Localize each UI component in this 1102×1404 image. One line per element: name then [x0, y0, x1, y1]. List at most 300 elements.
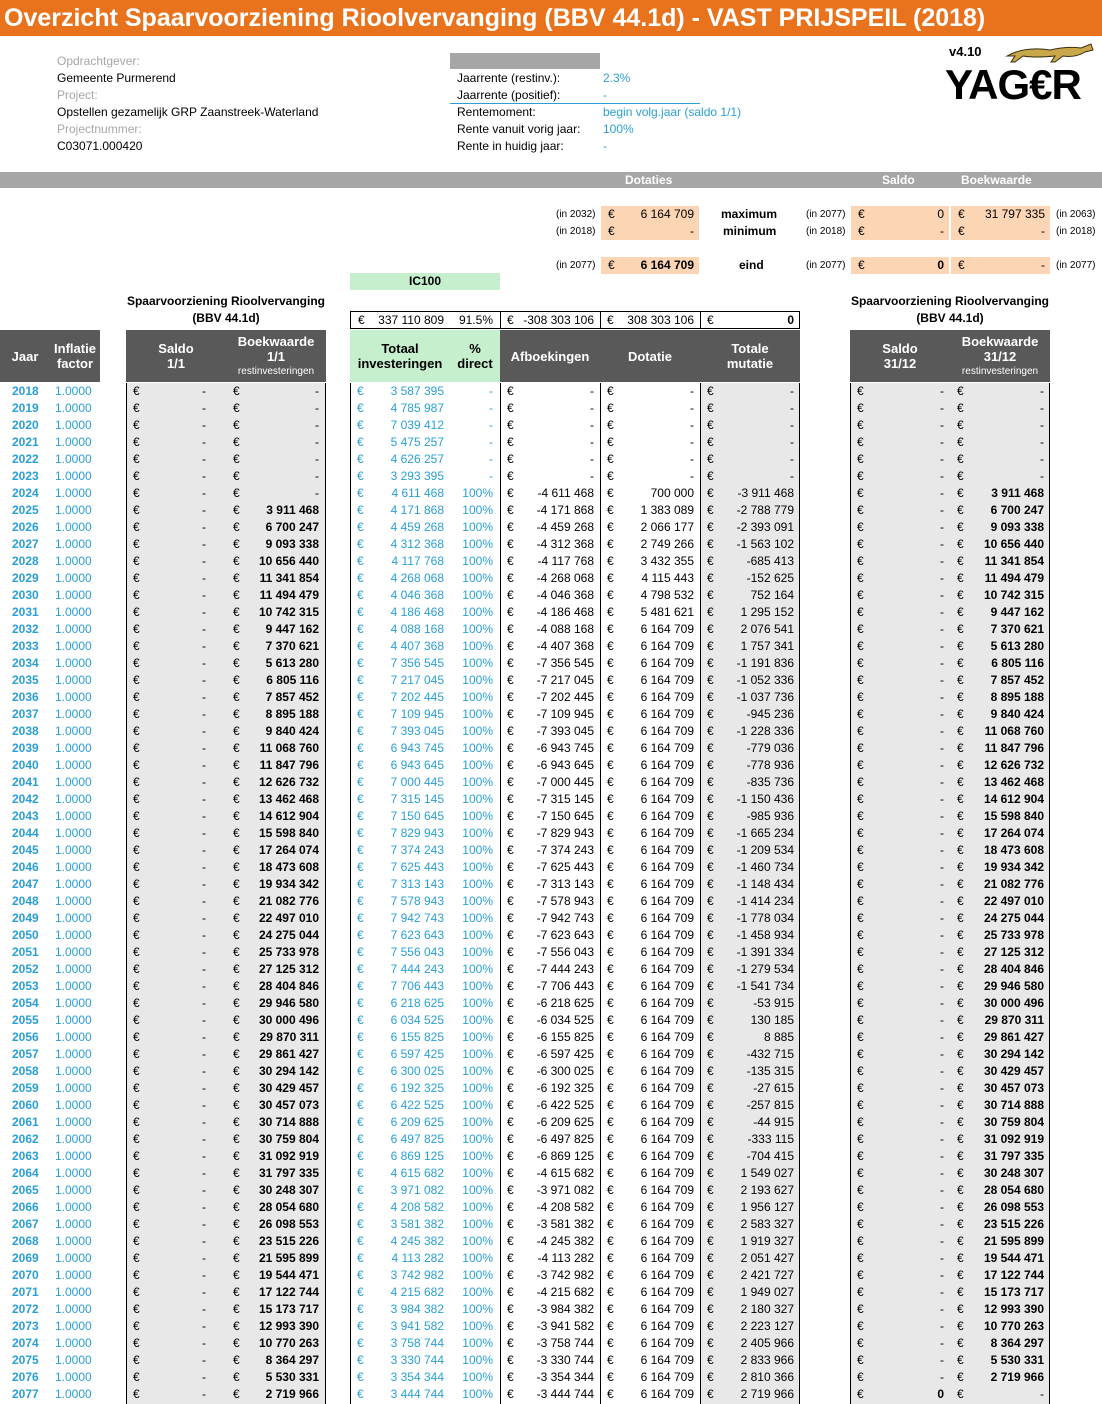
euro-sign: € — [857, 537, 864, 551]
euro-sign: € — [707, 452, 714, 466]
table-row[interactable] — [0, 1012, 1102, 1029]
euro-sign: € — [857, 1132, 864, 1146]
year-cell: 2064 — [12, 1166, 39, 1180]
inflation-cell: 1.0000 — [55, 724, 92, 738]
euro-sign: € — [133, 1183, 140, 1197]
afb-cell: - — [590, 418, 594, 432]
mut-cell: -1 148 434 — [736, 877, 794, 891]
col-header-mut[interactable] — [700, 330, 800, 382]
boek3112-cell: 24 275 044 — [983, 911, 1044, 925]
pct-cell: 100% — [462, 792, 493, 806]
total-pct: 91.5% — [458, 313, 493, 327]
boek-eind-cell — [951, 257, 1050, 274]
boek3112-cell: 13 462 468 — [983, 775, 1044, 789]
euro-sign: € — [133, 1370, 140, 1384]
table-row[interactable] — [0, 723, 1102, 740]
saldo11-cell: - — [202, 1098, 206, 1112]
afb-cell: -7 315 145 — [536, 792, 594, 806]
boek3112-cell: 11 847 796 — [984, 741, 1044, 755]
table-row[interactable] — [0, 825, 1102, 842]
invest-cell: 3 587 395 — [390, 384, 444, 398]
table-row[interactable] — [0, 1199, 1102, 1216]
mut-cell: - — [790, 384, 794, 398]
saldo11-cell: - — [202, 1149, 206, 1163]
col-header-pct[interactable] — [450, 330, 500, 382]
euro-sign: € — [957, 911, 964, 925]
euro-sign: € — [707, 962, 714, 976]
pct-cell: 100% — [462, 1064, 493, 1078]
dot-cell: 6 164 709 — [640, 826, 694, 840]
table-row[interactable] — [0, 400, 1102, 417]
table-row[interactable] — [0, 638, 1102, 655]
euro-sign: € — [857, 452, 864, 466]
saldo3112-cell: - — [940, 1047, 944, 1061]
euro-sign: € — [607, 1098, 614, 1112]
euro-sign: € — [507, 622, 514, 636]
year-cell: 2075 — [12, 1353, 39, 1367]
saldo3112-cell: - — [940, 1234, 944, 1248]
euro-sign: € — [357, 1234, 364, 1248]
boek3112-cell: - — [1040, 435, 1044, 449]
table-row[interactable] — [0, 995, 1102, 1012]
table-row[interactable] — [0, 1301, 1102, 1318]
euro-sign: € — [857, 622, 864, 636]
table-row[interactable] — [0, 1097, 1102, 1114]
euro-sign: € — [607, 945, 614, 959]
table-row[interactable] — [0, 774, 1102, 791]
table-row[interactable] — [0, 451, 1102, 468]
saldo3112-cell: - — [940, 656, 944, 670]
euro-sign: € — [957, 741, 964, 755]
pct-cell: 100% — [462, 486, 493, 500]
table-row[interactable] — [0, 621, 1102, 638]
table-row[interactable] — [0, 468, 1102, 485]
mut-cell: 2 193 627 — [740, 1183, 794, 1197]
table-row[interactable] — [0, 1080, 1102, 1097]
inflation-cell: 1.0000 — [55, 775, 92, 789]
table-row[interactable] — [0, 757, 1102, 774]
saldo3112-cell: - — [940, 622, 944, 636]
euro-sign: € — [707, 775, 714, 789]
table-row[interactable] — [0, 961, 1102, 978]
euro-sign: € — [707, 690, 714, 704]
euro-sign: € — [857, 1336, 864, 1350]
table-row[interactable] — [0, 808, 1102, 825]
euro-sign: € — [857, 1319, 864, 1333]
euro-sign: € — [857, 401, 864, 415]
table-row[interactable] — [0, 1284, 1102, 1301]
table-row[interactable] — [0, 553, 1102, 570]
dot-cell: 700 000 — [650, 486, 694, 500]
euro-sign: € — [357, 741, 364, 755]
saldo3112-cell: - — [940, 1030, 944, 1044]
saldo11-cell: - — [202, 571, 206, 585]
euro-sign: € — [233, 843, 240, 857]
euro-sign: € — [957, 622, 964, 636]
euro-sign: € — [357, 1149, 364, 1163]
saldo11-cell: - — [202, 826, 206, 840]
boek3112-cell: 26 098 553 — [983, 1200, 1044, 1214]
afb-cell: -7 374 243 — [536, 843, 594, 857]
mut-cell: -2 393 091 — [736, 520, 794, 534]
euro-sign: € — [607, 911, 614, 925]
euro-sign: € — [607, 469, 614, 483]
dot-cell: 6 164 709 — [640, 758, 694, 772]
col-header-invest[interactable] — [350, 330, 450, 382]
euro-sign: € — [857, 809, 864, 823]
col-header-boek11[interactable] — [226, 330, 326, 382]
table-row[interactable] — [0, 570, 1102, 587]
euro-sign: € — [357, 1370, 364, 1384]
dot-cell: 6 164 709 — [640, 1268, 694, 1282]
pct-cell: 100% — [462, 571, 493, 585]
euro-sign: € — [957, 1098, 964, 1112]
afb-cell: -6 943 645 — [536, 758, 594, 772]
inflation-cell: 1.0000 — [55, 1081, 92, 1095]
saldo11-cell: - — [202, 877, 206, 891]
afb-cell: -7 578 943 — [536, 894, 594, 908]
euro-sign: € — [957, 1149, 964, 1163]
table-row[interactable] — [0, 536, 1102, 553]
invest-cell: 6 943 745 — [390, 741, 444, 755]
boek3112-cell: 11 494 479 — [984, 571, 1044, 585]
table-row[interactable] — [0, 1182, 1102, 1199]
invest-cell: 6 869 125 — [390, 1149, 444, 1163]
euro-sign: € — [357, 1064, 364, 1078]
euro-sign: € — [507, 554, 514, 568]
col-header-saldo3112[interactable] — [850, 330, 950, 382]
boek11-cell: 12 626 732 — [258, 775, 319, 789]
table-row[interactable] — [0, 1165, 1102, 1182]
table-row[interactable] — [0, 1335, 1102, 1352]
saldo11-cell: - — [202, 979, 206, 993]
table-row[interactable] — [0, 1386, 1102, 1403]
dot-cell: 6 164 709 — [640, 962, 694, 976]
dot-cell: 6 164 709 — [640, 1132, 694, 1146]
boek3112-cell: 7 857 452 — [990, 673, 1044, 687]
table-row[interactable] — [0, 740, 1102, 757]
dot-cell: - — [690, 418, 694, 432]
year-cell: 2036 — [12, 690, 39, 704]
boek11-cell: 30 759 804 — [258, 1132, 319, 1146]
euro-sign: € — [233, 809, 240, 823]
pct-cell: 100% — [462, 1081, 493, 1095]
total-dot: 308 303 106 — [627, 313, 694, 327]
saldo3112-cell: - — [940, 860, 944, 874]
afb-cell: -6 155 825 — [536, 1030, 594, 1044]
total-mut: 0 — [787, 313, 794, 327]
euro-sign: € — [607, 1302, 614, 1316]
boek11-cell: 28 404 846 — [258, 979, 319, 993]
table-row[interactable] — [0, 893, 1102, 910]
pct-cell: - — [489, 469, 493, 483]
euro-sign: € — [507, 486, 514, 500]
table-row[interactable] — [0, 1352, 1102, 1369]
saldo11-cell: - — [202, 520, 206, 534]
table-row[interactable] — [0, 383, 1102, 400]
table-row[interactable] — [0, 417, 1102, 434]
boek3112-cell: 28 054 680 — [983, 1183, 1044, 1197]
saldo3112-cell: - — [940, 843, 944, 857]
mut-cell: 2 223 127 — [740, 1319, 794, 1333]
saldo11-cell: - — [202, 758, 206, 772]
euro-sign: € — [233, 605, 240, 619]
euro-sign: € — [857, 1268, 864, 1282]
invest-cell: 6 155 825 — [390, 1030, 444, 1044]
mut-cell: 2 180 327 — [740, 1302, 794, 1316]
table-row[interactable] — [0, 876, 1102, 893]
euro-sign: € — [133, 401, 140, 415]
pct-cell: 100% — [462, 724, 493, 738]
euro-sign: € — [133, 1353, 140, 1367]
col-header-afb[interactable] — [500, 330, 600, 382]
euro-sign: € — [607, 1149, 614, 1163]
mut-cell: -1 460 734 — [736, 860, 794, 874]
boek11-cell: 5 530 331 — [265, 1370, 319, 1384]
afb-cell: -6 943 745 — [536, 741, 594, 755]
saldo11-cell: - — [202, 1115, 206, 1129]
invest-cell: 7 150 645 — [390, 809, 444, 823]
boek3112-cell: 19 544 471 — [983, 1251, 1044, 1265]
table-row[interactable] — [0, 519, 1102, 536]
euro-sign: € — [957, 1268, 964, 1282]
euro-sign: € — [957, 1353, 964, 1367]
euro-sign: € — [707, 928, 714, 942]
afb-cell: -7 202 445 — [536, 690, 594, 704]
table-row[interactable] — [0, 791, 1102, 808]
saldo3112-cell: - — [940, 639, 944, 653]
euro-sign: € — [133, 1132, 140, 1146]
afb-cell: -7 150 645 — [536, 809, 594, 823]
euro-sign: € — [357, 877, 364, 891]
col-header-saldo11[interactable] — [126, 330, 226, 382]
euro-sign: € — [707, 1166, 714, 1180]
table-row[interactable] — [0, 1131, 1102, 1148]
saldo3112-cell: - — [940, 537, 944, 551]
euro-sign: € — [857, 758, 864, 772]
euro-sign: € — [607, 809, 614, 823]
euro-sign: € — [133, 860, 140, 874]
euro-sign: € — [607, 1200, 614, 1214]
boek11-cell: 3 911 468 — [266, 503, 319, 517]
euro-sign: € — [357, 469, 364, 483]
dot-cell: 6 164 709 — [640, 1098, 694, 1112]
euro-sign: € — [857, 877, 864, 891]
boek11-cell: - — [315, 384, 319, 398]
euro-sign: € — [857, 1387, 864, 1401]
euro-sign: € — [957, 945, 964, 959]
afb-cell: -7 829 943 — [536, 826, 594, 840]
year-cell: 2025 — [12, 503, 39, 517]
inflation-cell: 1.0000 — [55, 1030, 92, 1044]
euro-sign: € — [133, 843, 140, 857]
dot-cell: - — [690, 469, 694, 483]
table-row[interactable] — [0, 1216, 1102, 1233]
euro-sign: € — [233, 1353, 240, 1367]
table-row[interactable] — [0, 978, 1102, 995]
table-row[interactable] — [0, 672, 1102, 689]
saldo11-cell: - — [202, 401, 206, 415]
euro-sign: € — [357, 1353, 364, 1367]
param-label: Jaarrente (restinv.): — [457, 71, 561, 85]
mut-cell: - — [790, 469, 794, 483]
euro-sign: € — [133, 1166, 140, 1180]
invest-cell: 4 615 682 — [390, 1166, 444, 1180]
inflation-cell: 1.0000 — [55, 758, 92, 772]
year-cell: 2033 — [12, 639, 39, 653]
col-header-jaar[interactable] — [0, 330, 50, 382]
mut-cell: 130 185 — [750, 1013, 794, 1027]
year-cell: 2060 — [12, 1098, 39, 1112]
saldo3112-cell: - — [940, 520, 944, 534]
euro-sign: € — [957, 1370, 964, 1384]
total-invest: 337 110 809 — [378, 313, 444, 327]
table-row[interactable] — [0, 910, 1102, 927]
boek11-cell: 19 934 342 — [258, 877, 319, 891]
inflation-cell: 1.0000 — [55, 945, 92, 959]
euro-sign: € — [357, 1132, 364, 1146]
pct-cell: 100% — [462, 588, 493, 602]
euro-sign: € — [357, 945, 364, 959]
invest-cell: 7 706 443 — [390, 979, 444, 993]
afb-cell: -4 459 268 — [536, 520, 594, 534]
euro-sign: € — [133, 707, 140, 721]
mut-cell: -1 150 436 — [736, 792, 794, 806]
afb-cell: -3 758 744 — [536, 1336, 594, 1350]
table-row[interactable] — [0, 434, 1102, 451]
euro-sign: € — [857, 1047, 864, 1061]
param-value[interactable]: - — [603, 88, 607, 102]
mut-cell: 1 949 027 — [740, 1285, 794, 1299]
page-title: Overzicht Spaarvoorziening Rioolvervanging (BBV 44.1d) - VAST PRIJSPEIL (2018) — [0, 0, 1102, 36]
table-row[interactable] — [0, 842, 1102, 859]
euro-sign: € — [233, 503, 240, 517]
table-row[interactable] — [0, 502, 1102, 519]
table-row[interactable] — [0, 706, 1102, 723]
table-row[interactable] — [0, 689, 1102, 706]
mut-cell: - — [790, 435, 794, 449]
table-row[interactable] — [0, 944, 1102, 961]
boek11-cell: 30 294 142 — [258, 1064, 319, 1078]
saldo11-cell: - — [202, 1251, 206, 1265]
euro-sign: € — [857, 1234, 864, 1248]
euro-sign: € — [233, 520, 240, 534]
euro-sign: € — [133, 384, 140, 398]
afb-cell: -3 330 744 — [536, 1353, 594, 1367]
table-row[interactable] — [0, 1029, 1102, 1046]
afb-cell: - — [590, 452, 594, 466]
afb-cell: - — [590, 435, 594, 449]
euro-sign: € — [507, 1013, 514, 1027]
euro-sign: € — [857, 979, 864, 993]
euro-sign: € — [507, 911, 514, 925]
saldo11-cell: - — [202, 1200, 206, 1214]
boek3112-cell: 10 770 263 — [983, 1319, 1044, 1333]
afb-cell: -4 312 368 — [536, 537, 594, 551]
mut-cell: -2 788 779 — [736, 503, 794, 517]
table-row[interactable] — [0, 1046, 1102, 1063]
saldo11-cell: - — [202, 1183, 206, 1197]
euro-sign: € — [133, 452, 140, 466]
col-header-boek3112[interactable] — [950, 330, 1050, 382]
table-row[interactable] — [0, 1250, 1102, 1267]
saldo3112-cell: - — [940, 809, 944, 823]
dot-cell: 6 164 709 — [640, 1183, 694, 1197]
param-value[interactable]: - — [603, 139, 607, 153]
euro-sign: € — [607, 384, 614, 398]
euro-sign: € — [133, 1098, 140, 1112]
euro-sign: € — [957, 928, 964, 942]
invest-cell: 7 625 443 — [390, 860, 444, 874]
saldo11-cell: - — [202, 554, 206, 568]
table-row[interactable] — [0, 1148, 1102, 1165]
col-header-inflatie[interactable] — [50, 330, 100, 382]
table-row[interactable] — [0, 1233, 1102, 1250]
euro-sign: € — [233, 1081, 240, 1095]
boek11-cell: 7 370 621 — [265, 639, 319, 653]
param-value[interactable]: begin volg.jaar (saldo 1/1) — [603, 105, 742, 119]
col-header-dot[interactable] — [600, 330, 700, 382]
param-value[interactable]: 100% — [603, 122, 634, 136]
boek11-cell: 29 870 311 — [259, 1030, 319, 1044]
inflation-cell: 1.0000 — [55, 860, 92, 874]
euro-sign: € — [357, 826, 364, 840]
table-row[interactable] — [0, 1114, 1102, 1131]
saldo11-cell: - — [202, 656, 206, 670]
table-row[interactable] — [0, 587, 1102, 604]
table-row[interactable] — [0, 655, 1102, 672]
euro-sign: € — [607, 486, 614, 500]
euro-sign: € — [957, 707, 964, 721]
euro-sign: € — [357, 1115, 364, 1129]
year-note: (in 2077) — [806, 209, 846, 220]
euro-sign: € — [707, 724, 714, 738]
saldo3112-cell: - — [940, 1149, 944, 1163]
table-row[interactable] — [0, 1318, 1102, 1335]
euro-sign: € — [607, 758, 614, 772]
table-row[interactable] — [0, 1369, 1102, 1386]
year-cell: 2070 — [12, 1268, 39, 1282]
table-row[interactable] — [0, 859, 1102, 876]
mut-cell: -3 911 468 — [737, 486, 794, 500]
table-row[interactable] — [0, 927, 1102, 944]
euro-sign: € — [957, 775, 964, 789]
euro-sign: € — [233, 962, 240, 976]
table-row[interactable] — [0, 485, 1102, 502]
euro-sign: € — [707, 537, 714, 551]
euro-sign: € — [707, 1183, 714, 1197]
euro-sign: € — [707, 1251, 714, 1265]
boek11-cell: 9 093 338 — [265, 537, 319, 551]
afb-cell: -6 422 525 — [536, 1098, 594, 1112]
boek3112-cell: 28 404 846 — [983, 962, 1044, 976]
param-value[interactable]: 2.3% — [603, 71, 631, 85]
boek3112-cell: 6 805 116 — [991, 656, 1044, 670]
afb-cell: -7 217 045 — [536, 673, 594, 687]
euro-sign: € — [607, 1183, 614, 1197]
mut-cell: 1 757 341 — [740, 639, 794, 653]
table-row[interactable] — [0, 1063, 1102, 1080]
euro-sign: € — [133, 911, 140, 925]
table-row[interactable] — [0, 604, 1102, 621]
dot-cell: 6 164 709 — [640, 1047, 694, 1061]
table-row[interactable] — [0, 1267, 1102, 1284]
euro-sign: € — [507, 758, 514, 772]
boek11-cell: 19 544 471 — [258, 1268, 319, 1282]
euro-sign: € — [857, 707, 864, 721]
saldo11-cell: - — [202, 1047, 206, 1061]
boek3112-cell: 12 993 390 — [983, 1302, 1044, 1316]
